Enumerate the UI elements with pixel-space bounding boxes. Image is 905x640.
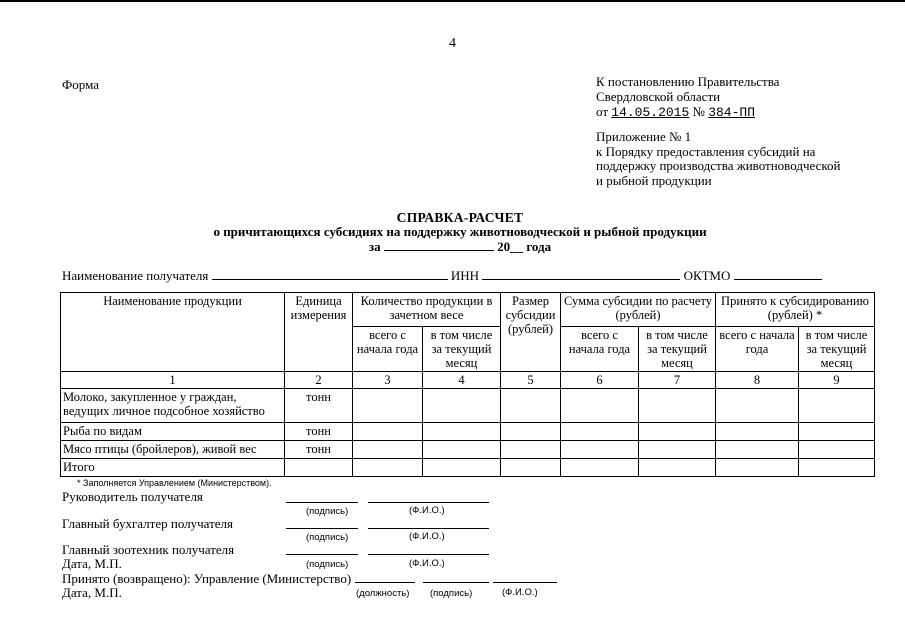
column-number: 1 [61,372,285,389]
column-number: 5 [501,372,561,389]
date-mp-label: Дата, М.П. [62,585,122,600]
fio-caption: (Ф.И.О.) [409,505,445,516]
period-prefix: за [368,239,381,254]
data-cell[interactable] [799,441,875,459]
column-number: 7 [639,372,716,389]
data-cell[interactable] [716,459,799,477]
date-mp-label: Дата, М.П. [62,556,122,571]
data-cell[interactable] [423,459,501,477]
accountant-label: Главный бухгалтер получателя [62,516,234,531]
data-cell[interactable] [353,441,423,459]
data-cell[interactable] [501,423,561,441]
position-caption: (должность) [356,588,410,599]
header-quantity: Количество продукции в зачетном весе [353,293,501,327]
recipient-line [62,268,822,284]
data-cell[interactable] [639,441,716,459]
zootechnician-signature-line[interactable] [286,554,358,555]
signature-caption: (подпись) [306,559,349,570]
header-calc-month: в том числе за текущий месяц [639,327,716,372]
data-cell[interactable] [501,441,561,459]
data-cell[interactable] [716,441,799,459]
oktmo-field[interactable] [734,268,822,280]
decree-line-1: К постановлению Правительства [596,74,780,89]
decree-line-2: Свердловской области [596,89,721,104]
title-subtitle: о причитающихся субсидиях на поддержку животноводческой и рыбной продукции [213,224,707,239]
header-row-1 [61,293,875,327]
accepted-position-line[interactable] [355,582,415,583]
inn-field[interactable] [482,268,680,280]
unit-cell: тонн [285,423,353,441]
decree-date: 14.05.2015 [611,105,690,120]
data-cell[interactable] [799,389,875,423]
inn-label: ИНН [450,268,480,283]
header-quantity-month: в том числе за текущий месяц [423,327,501,372]
zootechnician-label: Главный зоотехник получателя [62,542,235,557]
unit-cell: тонн [285,389,353,423]
column-number: 8 [716,372,799,389]
fio-caption: (Ф.И.О.) [409,558,445,569]
form-label: Форма [62,77,99,92]
header-rate: Размер субсидии (рублей) [501,293,561,372]
subsidy-calculation-table [60,292,875,477]
accepted-signature-line[interactable] [423,582,489,583]
table-row [61,389,875,423]
top-border-line [0,0,905,2]
signature-caption: (подпись) [306,506,349,517]
appendix-line-2: к Порядку предоставления субсидий на [596,143,816,159]
zootechnician-fio-line[interactable] [368,554,489,555]
data-cell[interactable] [639,459,716,477]
header-accepted-month: в том числе за текущий месяц [799,327,875,372]
page-number: 4 [449,36,456,51]
decree-number: 384-ПП [708,105,755,120]
accountant-signature-line[interactable] [286,528,358,529]
data-cell[interactable] [716,423,799,441]
signature-caption: (подпись) [430,588,473,599]
data-cell[interactable] [639,389,716,423]
accepted-label: Принято (возвращено): Управление (Министерство) [62,571,352,586]
footnote: * Заполняется Управлением (Министерством). [77,478,272,488]
unit-cell [285,459,353,477]
header-accepted-total: всего с начала года [716,327,799,372]
signature-caption: (подпись) [306,532,349,543]
appendix-line-3: поддержку производства животноводческой [596,158,841,173]
accepted-fio-line[interactable] [493,582,557,583]
data-cell[interactable] [501,459,561,477]
data-cell[interactable] [561,389,639,423]
data-cell[interactable] [799,459,875,477]
decree-reference [596,74,779,120]
data-cell[interactable] [353,423,423,441]
product-name: Мясо птицы (бройлеров), живой вес [61,441,285,459]
data-cell[interactable] [353,459,423,477]
column-number-row [61,372,875,389]
decree-date-line [596,104,779,120]
data-cell[interactable] [423,389,501,423]
header-unit: Единица измерения [285,293,353,372]
data-cell[interactable] [799,423,875,441]
data-cell[interactable] [423,423,501,441]
period-blank[interactable] [384,239,494,251]
table-row [61,423,875,441]
appendix-line-1: Приложение № 1 [596,129,692,144]
unit-cell: тонн [285,441,353,459]
column-number: 6 [561,372,639,389]
data-cell[interactable] [353,389,423,423]
appendix-reference [596,130,840,188]
column-number: 3 [353,372,423,389]
header-accepted: Принято к субсидированию (рублей) * [716,293,875,327]
head-label: Руководитель получателя [62,489,203,504]
data-cell[interactable] [561,459,639,477]
column-number: 9 [799,372,875,389]
product-name: Молоко, закупленное у граждан, ведущих личное подсобное хозяйство [61,389,285,423]
accountant-fio-line[interactable] [368,528,489,529]
header-quantity-total: всего с начала года [353,327,423,372]
data-cell[interactable] [561,423,639,441]
product-name: Рыба по видам [61,423,285,441]
recipient-name-field[interactable] [212,268,448,280]
appendix-line-4: и рыбной продукции [596,172,712,188]
oktmo-label: ОКТМО [683,268,731,283]
column-number: 2 [285,372,353,389]
data-cell[interactable] [639,423,716,441]
period-year: 20__ года [497,239,552,254]
data-cell[interactable] [501,389,561,423]
recipient-name-label: Наименование получателя [62,268,209,283]
fio-caption: (Ф.И.О.) [409,531,445,542]
header-calc-total: всего с начала года [561,327,639,372]
head-fio-line[interactable] [368,502,489,503]
decree-date-prefix: от [596,104,609,119]
document-title [180,211,740,254]
table-row [61,441,875,459]
data-cell[interactable] [561,441,639,459]
total-label: Итого [61,459,285,477]
column-number: 4 [423,372,501,389]
table-row-total [61,459,875,477]
data-cell[interactable] [716,389,799,423]
title-period [180,239,740,254]
header-product: Наименование продукции [61,293,285,372]
fio-caption: (Ф.И.О.) [502,587,538,598]
head-signature-line[interactable] [286,502,358,503]
data-cell[interactable] [423,441,501,459]
decree-number-sign: № [692,104,705,119]
title-main: СПРАВКА-РАСЧЕТ [396,210,524,225]
header-calc-sum: Сумма субсидии по расчету (рублей) [561,293,716,327]
